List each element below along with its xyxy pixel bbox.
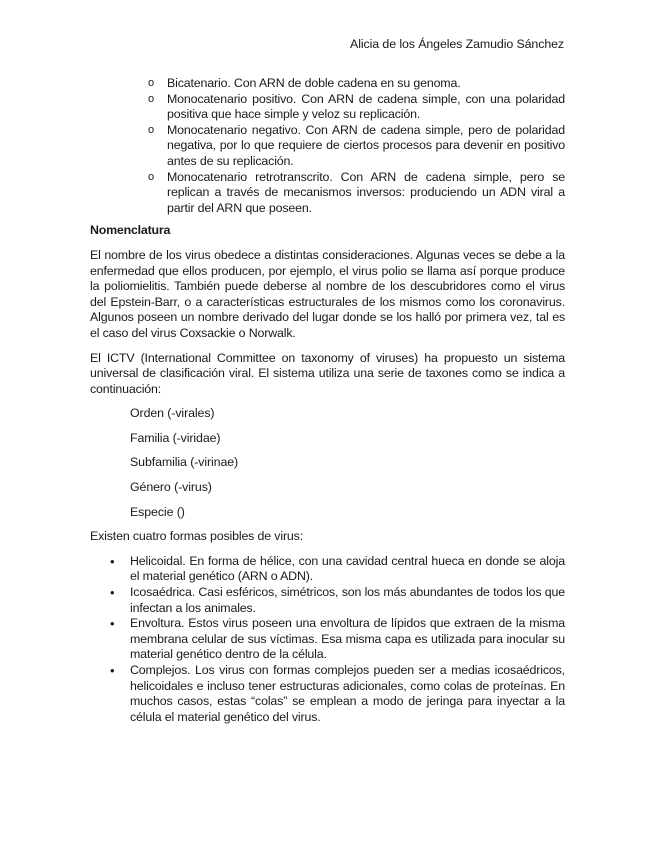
paragraph-naming: El nombre de los virus obedece a distintas consideraciones. Algunas veces se debe a la enfermedad que ellos producen, por ejemplo, el virus polio se llama así porque produce la poliomielitis. También puede deberse al nombre de los descubridores como el virus del Epstein-Barr, o a características estructurales de los mismos como los coronavirus. Algunos poseen un nombre derivado del lugar donde se los halló por primera vez, tal es el caso del virus Coxsackie o Norwalk.	[90, 247, 565, 340]
circle-bullet-icon: o	[148, 92, 154, 105]
list-item	[90, 554, 565, 585]
taxon-familia: Familia (-viridae)	[130, 430, 221, 445]
list-item-text: Monocatenario retrotranscrito. Con ARN de cadena simple, pero se replican a través de mecanismos inversos: produciendo un ADN viral a partir del ARN que poseen.	[167, 169, 565, 215]
taxon-orden: Orden (-virales)	[130, 406, 215, 421]
paragraph-ictv: El ICTV (International Committee on taxonomy of viruses) ha propuesto un sistema universal de clasificación viral. El sistema utiliza una serie de taxones como se indica a continuación:	[90, 350, 565, 396]
circle-bullet-icon: o	[148, 123, 154, 136]
list-item	[90, 585, 565, 616]
taxa-list	[90, 406, 565, 520]
taxon-genero: Género (-virus)	[130, 480, 212, 495]
list-item-text: Envoltura. Estos virus poseen una envoltura de lípidos que extraen de la misma membrana celular de sus víctimas. Esa misma capa es utilizada para inocular su material genético dentro de la célula.	[130, 616, 565, 662]
list-item	[90, 616, 565, 663]
list-item-text: Monocatenario negativo. Con ARN de cadena simple, pero de polaridad negativa, por lo que requiere de ciertos procesos para devenir en positivo antes de su replicación.	[167, 122, 565, 168]
bullet-icon: •	[110, 663, 115, 678]
page-header-author: Alicia de los Ángeles Zamudio Sánchez	[350, 37, 564, 51]
list-item	[90, 123, 565, 170]
list-item-text: Bicatenario. Con ARN de doble cadena en su genoma.	[167, 76, 461, 90]
list-item-text: Complejos. Los virus con formas complejos pueden ser a medias icosaédricos, helicoidales e incluso tener estructuras adicionales, como colas de proteínas. En muchos casos, estas “colas” se emplean a modo de jeringa para inyectar a la célula el material genético del virus.	[130, 663, 565, 724]
page-content	[90, 76, 565, 725]
paragraph-forms-intro: Existen cuatro formas posibles de virus:	[90, 529, 303, 544]
bullet-icon: •	[110, 553, 115, 569]
list-item	[90, 92, 565, 123]
rna-types-list	[90, 76, 565, 216]
bullet-icon: •	[110, 616, 115, 632]
circle-bullet-icon: o	[148, 77, 154, 89]
list-item-text: Icosaédrica. Casi esféricos, simétricos, son los más abundantes de todos los que infectan a los animales.	[130, 585, 565, 615]
taxon-especie: Especie ()	[130, 504, 185, 519]
circle-bullet-icon: o	[148, 170, 154, 183]
taxon-subfamilia: Subfamilia (-virinae)	[130, 455, 239, 470]
list-item	[90, 170, 565, 217]
virus-forms-list	[90, 554, 565, 726]
section-heading-nomenclatura: Nomenclatura	[90, 223, 171, 238]
list-item	[90, 663, 565, 725]
list-item-text: Helicoidal. En forma de hélice, con una cavidad central hueca en donde se aloja el material genético (ARN o ADN).	[130, 553, 565, 584]
list-item-text: Monocatenario positivo. Con ARN de cadena simple, con una polaridad positiva que hace simple y veloz su replicación.	[167, 91, 565, 122]
bullet-icon: •	[110, 585, 115, 601]
list-item	[90, 76, 565, 92]
